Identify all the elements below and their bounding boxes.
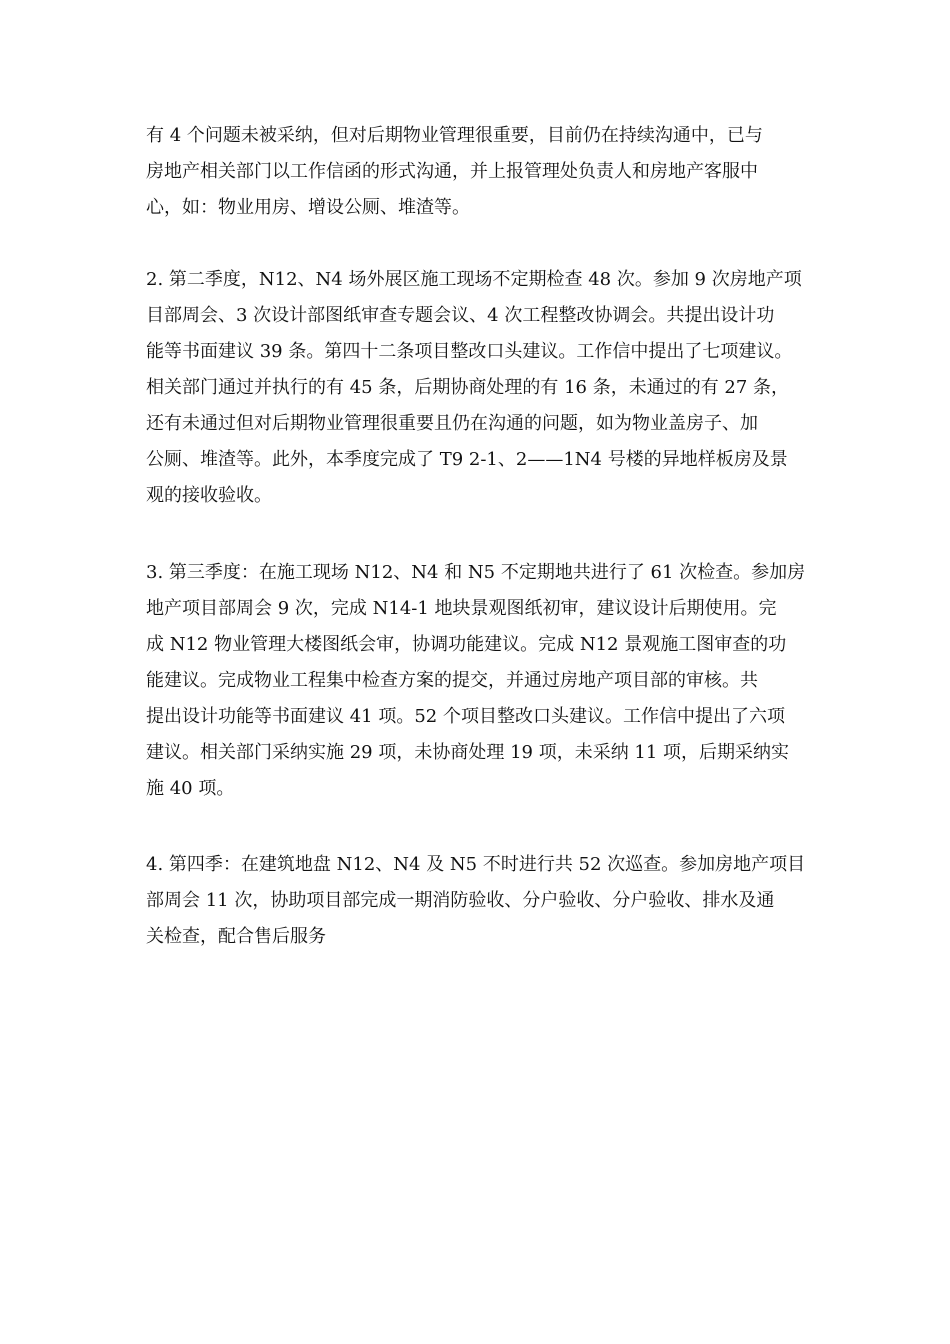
paragraph-line: 成 N12 物业管理大楼图纸会审，协调功能建议。完成 N12 景观施工图审查的功 xyxy=(146,634,787,655)
paragraph-line: 2. 第二季度，N12、N4 场外展区施工现场不定期检查 48 次。参加 9 次房地产项 xyxy=(146,269,802,290)
paragraph-line: 心，如：物业用房、增设公厕、堆渣等。 xyxy=(146,197,470,218)
paragraph-line: 有 4 个问题未被采纳，但对后期物业管理很重要，目前仍在持续沟通中，已与 xyxy=(146,125,763,146)
paragraph-q4 xyxy=(146,847,826,955)
paragraph-line: 提出设计功能等书面建议 41 项。52 个项目整改口头建议。工作信中提出了六项 xyxy=(146,706,785,727)
paragraph-line: 目部周会、3 次设计部图纸审查专题会议、4 次工程整改协调会。共提出设计功 xyxy=(146,305,775,326)
paragraph-line: 地产项目部周会 9 次，完成 N14-1 地块景观图纸初审，建议设计后期使用。完 xyxy=(146,598,777,619)
paragraph-intro xyxy=(146,118,826,226)
paragraph-q2 xyxy=(146,262,826,514)
paragraph-line: 能建议。完成物业工程集中检查方案的提交，并通过房地产项目部的审核。共 xyxy=(146,670,758,691)
paragraph-line: 关检查，配合售后服务 xyxy=(146,926,326,947)
paragraph-line: 部周会 11 次，协助项目部完成一期消防验收、分户验收、分户验收、排水及通 xyxy=(146,890,775,911)
paragraph-line: 3. 第三季度：在施工现场 N12、N4 和 N5 不定期地共进行了 61 次检查。参加房 xyxy=(146,562,806,583)
paragraph-line: 公厕、堆渣等。此外，本季度完成了 T9 2-1、2——1N4 号楼的异地样板房及景 xyxy=(146,449,788,470)
paragraph-line: 还有未通过但对后期物业管理很重要且仍在沟通的问题，如为物业盖房子、加 xyxy=(146,413,758,434)
paragraph-q3 xyxy=(146,555,826,807)
paragraph-line: 建议。相关部门采纳实施 29 项，未协商处理 19 项，未采纳 11 项，后期采纳实 xyxy=(146,742,790,763)
paragraph-line: 相关部门通过并执行的有 45 条，后期协商处理的有 16 条，未通过的有 27 条， xyxy=(146,377,790,398)
paragraph-line: 房地产相关部门以工作信函的形式沟通，并上报管理处负责人和房地产客服中 xyxy=(146,161,758,182)
paragraph-line: 施 40 项。 xyxy=(146,778,235,799)
paragraph-line: 4. 第四季：在建筑地盘 N12、N4 及 N5 不时进行共 52 次巡查。参加房地产项目 xyxy=(146,854,806,875)
paragraph-line: 能等书面建议 39 条。第四十二条项目整改口头建议。工作信中提出了七项建议。 xyxy=(146,341,793,362)
paragraph-line: 观的接收验收。 xyxy=(146,485,272,506)
